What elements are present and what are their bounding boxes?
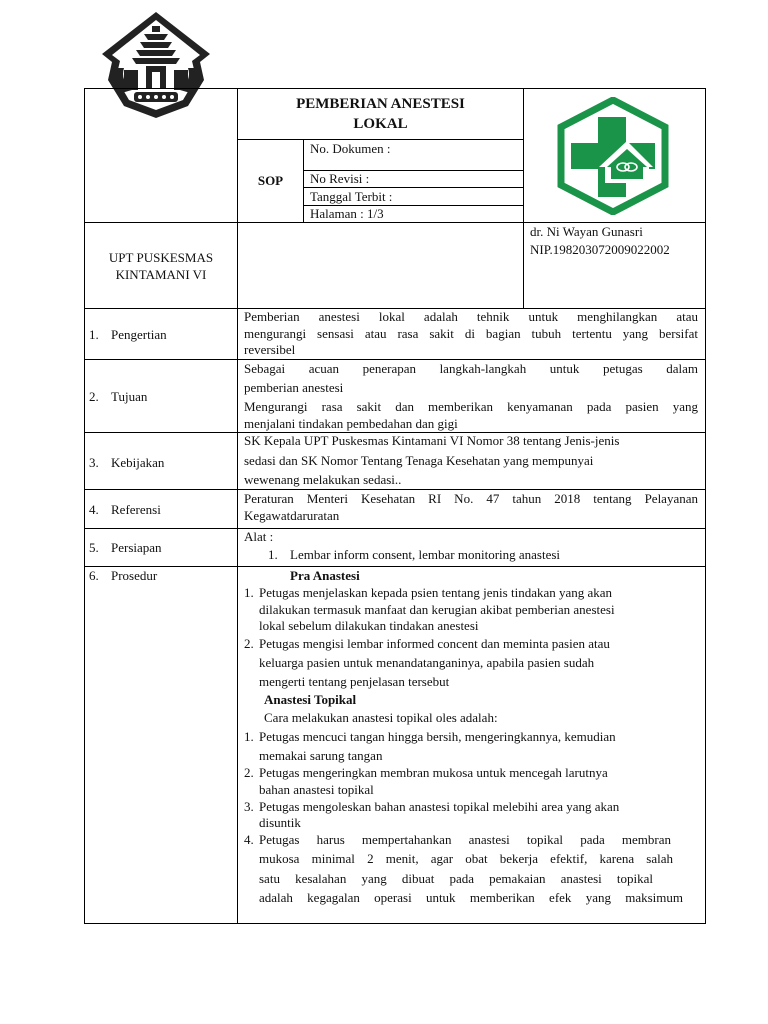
section-label-persiapan: Persiapan bbox=[111, 540, 162, 555]
persiapan-item-number: 1. bbox=[268, 547, 278, 562]
sop-label: SOP bbox=[257, 173, 284, 188]
section-label-tujuan: Tujuan bbox=[111, 389, 148, 404]
anastesi-topikal-title: Anastesi Topikal bbox=[264, 692, 357, 707]
topikal-step-line: memakai sarung tangan bbox=[259, 748, 383, 763]
topikal-step-line: satu kesalahan yang dibuat pada pemakaian anastesi topikal bbox=[259, 871, 653, 886]
kebijakan-line: wewenang melakukan sedasi.. bbox=[244, 472, 402, 487]
revision-label: No Revisi : bbox=[310, 171, 370, 186]
pra-step-line: Petugas mengisi lembar informed concent dan meminta pasien atau bbox=[259, 636, 610, 651]
persiapan-item: Lembar inform consent, lembar monitoring anastesi bbox=[290, 547, 561, 562]
issue-date-label: Tanggal Terbit : bbox=[310, 189, 393, 204]
pra-anastesi-title: Pra Anastesi bbox=[290, 568, 360, 583]
regency-emblem-icon bbox=[94, 10, 218, 122]
persiapan-intro: Alat : bbox=[244, 529, 274, 544]
tujuan-line: Mengurangi rasa sakit dan memberikan kenyamanan pada pasien yang bbox=[244, 399, 698, 414]
signer-name: dr. Ni Wayan Gunasri bbox=[530, 224, 643, 239]
organization-name-line1: UPT PUSKESMAS bbox=[108, 250, 214, 265]
pra-step-line: Petugas menjelaskan kepada psien tentang jenis tindakan yang akan bbox=[259, 585, 613, 600]
topikal-step-line: bahan anastesi topikal bbox=[259, 782, 374, 797]
topikal-step-line: adalah kegagalan operasi untuk memberikan efek yang maksimum bbox=[259, 890, 683, 905]
pra-step-line: lokal sebelum dilakukan tindakan anestesi bbox=[259, 618, 479, 633]
topikal-step-number: 1. bbox=[244, 729, 254, 744]
pra-step-line: keluarga pasien untuk menandatanganinya, apabila pasien sudah bbox=[259, 655, 595, 670]
document-title-line1: PEMBERIAN ANESTESI bbox=[296, 96, 465, 112]
topikal-step-line: Petugas harus mempertahankan anastesi topikal pada membran bbox=[259, 832, 671, 847]
section-label-pengertian: Pengertian bbox=[111, 327, 167, 342]
referensi-line: Kegawatdaruratan bbox=[244, 508, 340, 523]
puskesmas-logo-icon bbox=[553, 97, 673, 215]
kebijakan-line: sedasi dan SK Nomor Tentang Tenaga Kesehatan yang mempunyai bbox=[244, 453, 594, 468]
pra-step-number: 1. bbox=[244, 585, 254, 600]
section-label-kebijakan: Kebijakan bbox=[111, 455, 165, 470]
topikal-step-number: 2. bbox=[244, 765, 254, 780]
kebijakan-line: SK Kepala UPT Puskesmas Kintamani VI Nomor 38 tentang Jenis-jenis bbox=[244, 433, 620, 448]
section-number: 1. bbox=[89, 327, 99, 342]
pengertian-line: mengurangi sensasi atau rasa sakit di bagian tubuh tertentu yang bersifat bbox=[244, 326, 698, 341]
pra-step-number: 2. bbox=[244, 636, 254, 651]
topikal-step-number: 4. bbox=[244, 832, 254, 847]
pengertian-line: reversibel bbox=[244, 342, 296, 357]
section-number: 5. bbox=[89, 540, 99, 555]
signer-nip: NIP.198203072009022002 bbox=[530, 242, 670, 257]
topikal-step-line: Petugas mengoleskan bahan anastesi topikal melebihi area yang akan bbox=[259, 799, 620, 814]
topikal-step-line: Petugas mengeringkan membran mukosa untuk mencegah larutnya bbox=[259, 765, 608, 780]
pra-step-line: mengerti tentang penjelasan tersebut bbox=[259, 674, 450, 689]
section-label-referensi: Referensi bbox=[111, 502, 161, 517]
topikal-step-line: disuntik bbox=[259, 815, 301, 830]
topikal-step-line: mukosa minimal 2 menit, agar obat bekerja efektif, karena salah bbox=[259, 851, 673, 866]
pengertian-line: Pemberian anestesi lokal adalah tehnik untuk menghilangkan atau bbox=[244, 309, 698, 324]
page-number-label: Halaman : 1/3 bbox=[310, 206, 384, 221]
section-number: 2. bbox=[89, 389, 99, 404]
topikal-step-number: 3. bbox=[244, 799, 254, 814]
section-number: 4. bbox=[89, 502, 99, 517]
document-title-line2: LOKAL bbox=[353, 116, 408, 132]
doc-number-label: No. Dokumen : bbox=[310, 141, 391, 156]
section-number: 6. bbox=[89, 568, 99, 583]
topikal-step-line: Petugas mencuci tangan hingga bersih, mengeringkannya, kemudian bbox=[259, 729, 616, 744]
organization-name-line2: KINTAMANI VI bbox=[115, 267, 207, 282]
anastesi-topikal-intro: Cara melakukan anastesi topikal oles adalah: bbox=[264, 710, 498, 725]
tujuan-line: pemberian anestesi bbox=[244, 380, 344, 395]
tujuan-line: Sebagai acuan penerapan langkah-langkah untuk petugas dalam bbox=[244, 361, 698, 376]
pra-step-line: dilakukan termasuk manfaat dan kerugian akibat pemberian anestesi bbox=[259, 602, 615, 617]
section-number: 3. bbox=[89, 455, 99, 470]
section-label-prosedur: Prosedur bbox=[111, 568, 158, 583]
tujuan-line: menjalani tindakan pembedahan dan gigi bbox=[244, 416, 458, 431]
referensi-line: Peraturan Menteri Kesehatan RI No. 47 tahun 2018 tentang Pelayanan bbox=[244, 491, 698, 506]
